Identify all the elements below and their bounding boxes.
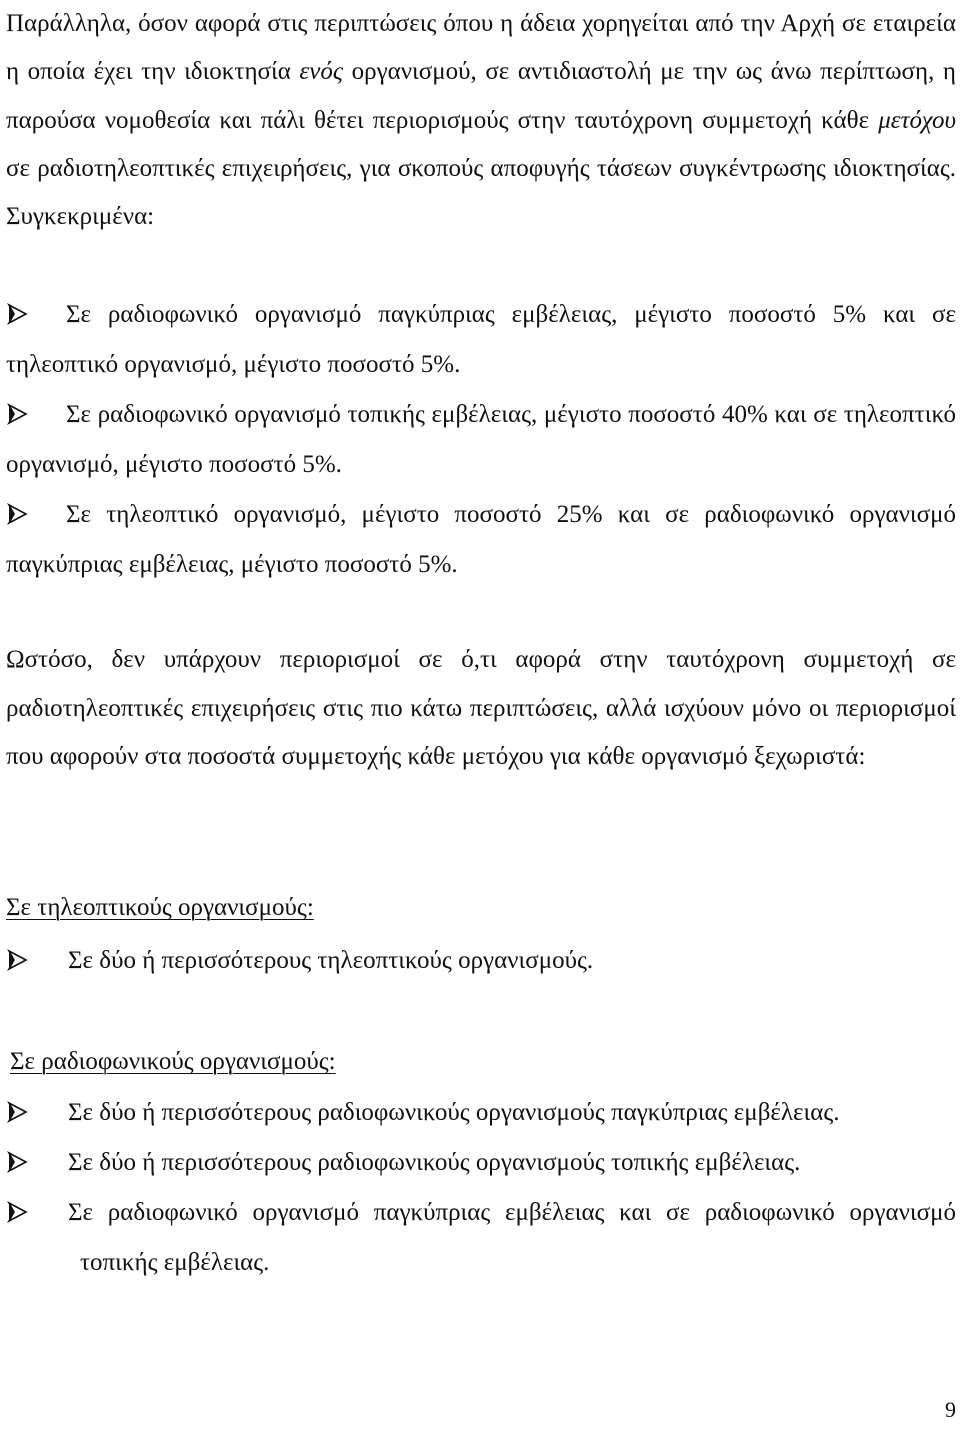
list-item — [6, 390, 956, 490]
list-item — [6, 936, 956, 986]
list-item-text: Σε δύο ή περισσότερους ραδιοφωνικούς οργανισμούς τοπικής εμβέλειας. — [68, 1149, 801, 1176]
intro-paragraph — [6, 0, 956, 241]
ownership-limits-list — [6, 290, 956, 590]
arrowhead-bullet-icon — [6, 503, 28, 525]
list-item-text: Σε ραδιοφωνικό οργανισμό παγκύπριας εμβέλειας, μέγιστο ποσοστό 5% και σε τηλεοπτικό οργανισμό, μέγιστο ποσοστό 5%. — [6, 301, 956, 378]
intro-text-part-3: σε ραδιοτηλεοπτικές επιχειρήσεις, για σκοπούς αποφυγής τάσεων συγκέντρωσης ιδιοκτησίας. Συγκεκριμένα: — [6, 154, 956, 231]
list-item-text: Σε δύο ή περισσότερους ραδιοφωνικούς οργανισμούς παγκύπριας εμβέλειας. — [68, 1099, 840, 1126]
list-item — [6, 1188, 956, 1288]
arrowhead-bullet-icon — [6, 949, 28, 971]
intro-text-part-2: οργανισμού, σε αντιδιαστολή με την ως άνω περίπτωση, η παρούσα νομοθεσία και πάλι θέτει περιορισμούς στην ταυτόχρονη συμμετοχή κάθε — [6, 58, 956, 134]
arrowhead-bullet-icon — [6, 1201, 28, 1223]
tv-section-heading: Σε τηλεοπτικούς οργανισμούς: — [6, 894, 314, 921]
arrowhead-bullet-icon — [6, 1101, 28, 1123]
radio-section-heading: Σε ραδιοφωνικούς οργανισμούς: — [10, 1048, 336, 1075]
list-item — [6, 1138, 956, 1188]
intro-italic-word-2: μετόχου — [878, 106, 956, 134]
intro-italic-word-1: ενός — [299, 58, 344, 86]
list-item — [6, 490, 956, 590]
list-item-text: Σε δύο ή περισσότερους τηλεοπτικούς οργανισμούς. — [68, 947, 594, 974]
list-item — [6, 290, 956, 390]
list-item-text: Σε ραδιοφωνικό οργανισμό τοπικής εμβέλειας, μέγιστο ποσοστό 40% και σε τηλεοπτικό οργανισμό, μέγιστο ποσοστό 5%. — [6, 401, 956, 478]
tv-exceptions-list — [6, 936, 956, 986]
arrowhead-bullet-icon — [6, 403, 28, 425]
exceptions-paragraph: Ωστόσο, δεν υπάρχουν περιορισμοί σε ό,τι αφορά στην ταυτόχρονη συμμετοχή σε ραδιοτηλεοπτικές επιχειρήσεις στις πιο κάτω περιπτώσεις, αλλά ισχύουν μόνο οι περιορισμοί που αφορούν στα ποσοστά συμμετοχής κάθε μετόχου για κάθε οργανισμό ξεχωριστά: — [6, 646, 956, 771]
page-number: 9 — [945, 1397, 956, 1422]
radio-exceptions-list — [6, 1088, 956, 1288]
intro-text-part-1: Παράλληλα, όσον αφορά στις περιπτώσεις όπου η άδεια χορηγείται από την Αρχή σε εταιρεία η οποία έχει την ιδιοκτησία — [6, 10, 956, 86]
list-item-text: Σε ραδιοφωνικό οργανισμό παγκύπριας εμβέλειας και σε ραδιοφωνικό οργανισμό τοπικής εμβέλειας. — [68, 1199, 956, 1276]
list-item-text: Σε τηλεοπτικό οργανισμό, μέγιστο ποσοστό 25% και σε ραδιοφωνικό οργανισμό παγκύπριας εμβέλειας, μέγιστο ποσοστό 5%. — [6, 501, 956, 578]
arrowhead-bullet-icon — [6, 303, 28, 325]
list-item — [6, 1088, 956, 1138]
arrowhead-bullet-icon — [6, 1151, 28, 1173]
